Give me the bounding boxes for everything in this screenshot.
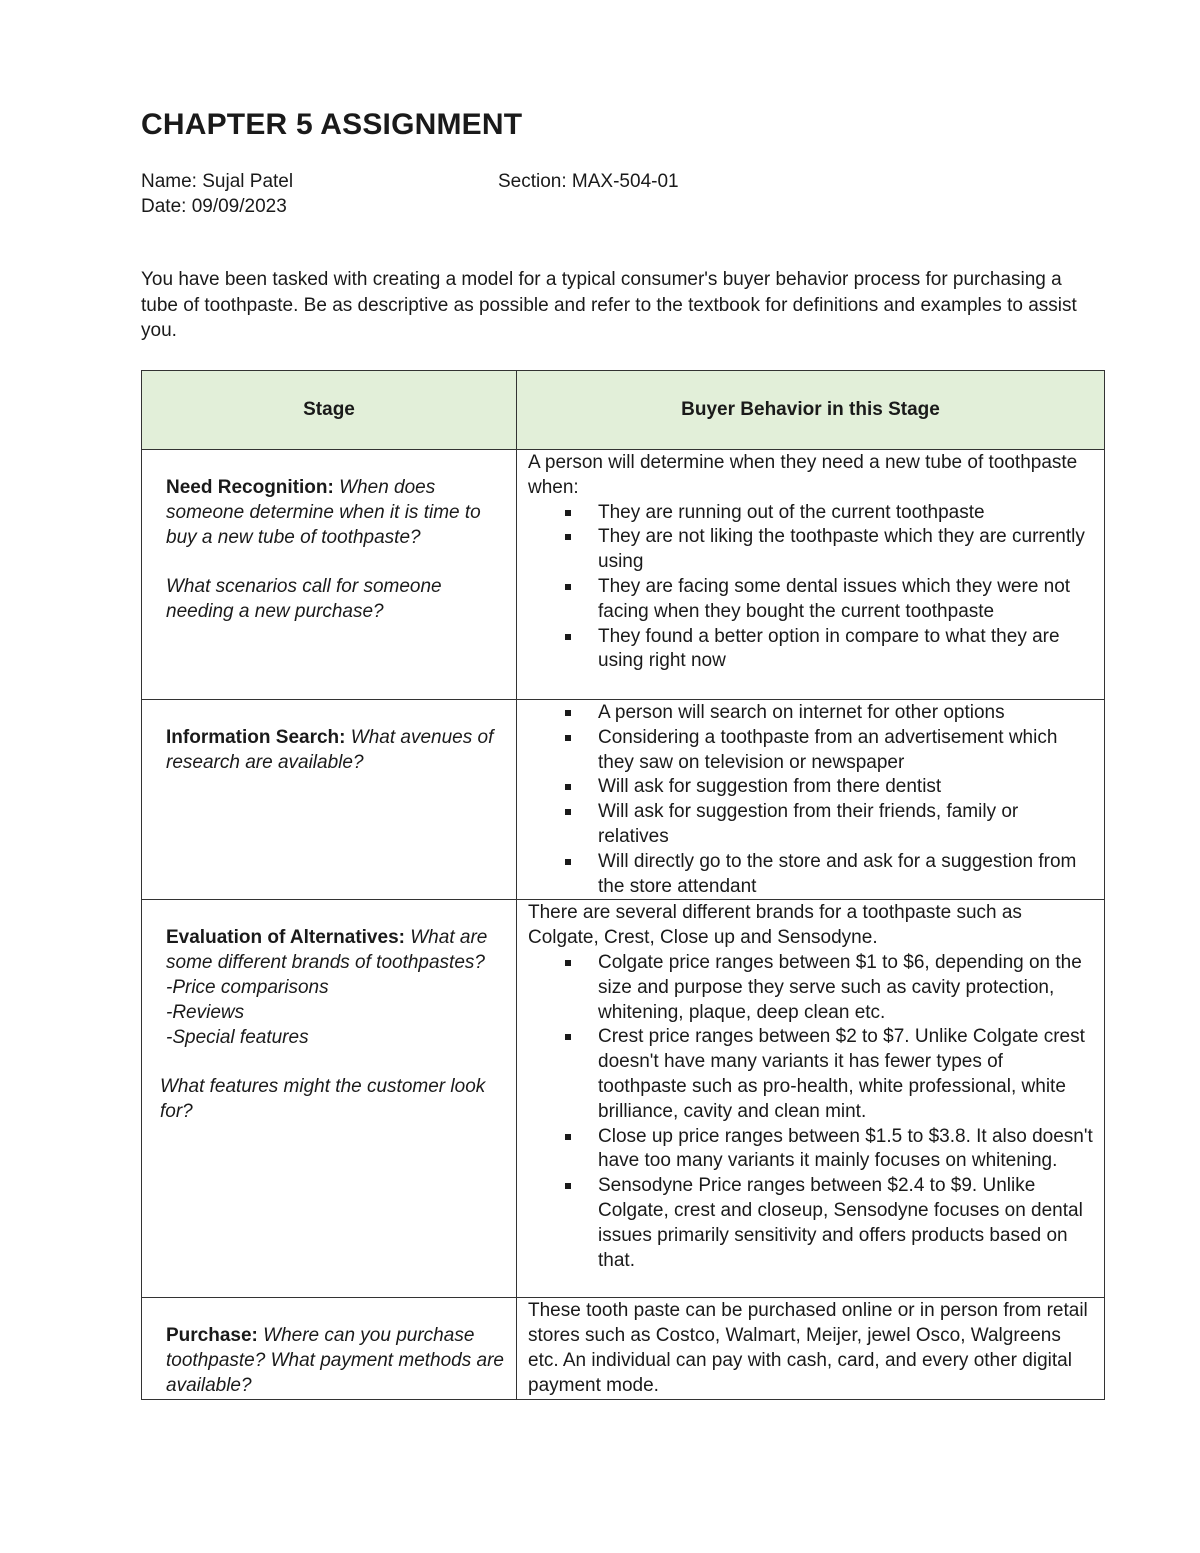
assignment-date: Date: 09/09/2023: [141, 196, 287, 217]
list-item: Sensodyne Price ranges between $2.4 to $9. Unlike Colgate, crest and closeup, Sensodyne focuses on dental issues primarily sensitivity and offers products based on that.: [598, 1174, 1094, 1273]
stage-question-text: When does someone determine when it is time to buy a new tube of toothpaste?: [166, 477, 481, 548]
behavior-lead: There are several different brands for a toothpaste such as Colgate, Crest, Close up and Sensodyne.: [528, 902, 1022, 949]
stage-question: [166, 476, 504, 550]
stage-question-text: What are some different brands of toothpastes?: [166, 927, 488, 974]
stage-question: [166, 926, 504, 976]
stage-question-text: Where can you purchase toothpaste? What payment methods are available?: [166, 1325, 504, 1396]
list-item: They are not liking the toothpaste which they are currently using: [598, 525, 1094, 575]
table-row: [142, 700, 1105, 900]
section-label: Section: MAX-504-01: [498, 171, 679, 192]
stage-name: Information Search:: [166, 727, 346, 748]
stage-question-secondary: What features might the customer look for?: [160, 1076, 486, 1123]
table-row: [142, 900, 1105, 1298]
intro-paragraph: You have been tasked with creating a model for a typical consumer's buyer behavior process for purchasing a tube of toothpaste. Be as descriptive as possible and refer to the textbook for definitions and examples to assist you.: [141, 269, 1077, 341]
header-stage: Stage: [142, 371, 517, 450]
list-item: Will ask for suggestion from there dentist: [598, 775, 1094, 800]
list-item: Crest price ranges between $2 to $7. Unlike Colgate crest doesn't have many variants it has fewer types of toothpaste such as pro-health, white professional, white brilliance, cavity and clean mint.: [598, 1025, 1094, 1124]
buyer-behavior-table: [141, 370, 1105, 1400]
stage-name: Evaluation of Alternatives:: [166, 927, 405, 949]
header-buyer-behavior: Buyer Behavior in this Stage: [517, 371, 1105, 450]
list-item: A person will search on internet for other options: [598, 701, 1094, 726]
behavior-cell-evaluation-of-alternatives: [517, 900, 1105, 1298]
table-row: [142, 1298, 1105, 1399]
stage-cell-purchase: [142, 1298, 517, 1399]
list-item: Will ask for suggestion from their friends, family or relatives: [598, 800, 1094, 850]
stage-list-item: -Reviews: [166, 1001, 245, 1023]
stage-question-secondary: What scenarios call for someone needing a new purchase?: [166, 576, 442, 623]
behavior-lead: These tooth paste can be purchased online or in person from retail stores such as Costco, Walmart, Meijer, jewel Osco, Walgreens etc. An individual can pay with cash, card, and every other digital payment mode.: [528, 1300, 1088, 1396]
behavior-bullets: [528, 951, 1094, 1273]
list-item: They found a better option in compare to what they are using right now: [598, 625, 1094, 675]
stage-question: [166, 726, 504, 776]
stage-list-item: -Price comparisons: [166, 976, 329, 998]
behavior-cell-information-search: [517, 700, 1105, 900]
table-row: [142, 450, 1105, 700]
stage-list-item: -Special features: [166, 1026, 309, 1048]
behavior-cell-need-recognition: [517, 450, 1105, 700]
list-item: Will directly go to the store and ask for a suggestion from the store attendant: [598, 850, 1094, 900]
stage-cell-need-recognition: [142, 450, 517, 700]
list-item: They are facing some dental issues which they were not facing when they bought the current toothpaste: [598, 575, 1094, 625]
list-item: Close up price ranges between $1.5 to $3.8. It also doesn't have too many variants it mainly focuses on whitening.: [598, 1125, 1094, 1175]
stage-name: Purchase:: [166, 1325, 258, 1347]
stage-question-text: What avenues of research are available?: [166, 727, 494, 773]
stage-cell-information-search: [142, 700, 517, 900]
list-item: They are running out of the current toothpaste: [598, 501, 1094, 526]
stage-question: [166, 1324, 504, 1398]
behavior-bullets: [528, 501, 1094, 675]
stage-cell-evaluation-of-alternatives: [142, 900, 517, 1298]
list-item: Considering a toothpaste from an advertisement which they saw on television or newspaper: [598, 726, 1094, 776]
student-name: Name: Sujal Patel: [141, 171, 294, 192]
page-title: CHAPTER 5 ASSIGNMENT: [141, 108, 523, 141]
behavior-lead: A person will determine when they need a new tube of toothpaste when:: [528, 452, 1078, 498]
behavior-bullets: [528, 701, 1094, 899]
list-item: Colgate price ranges between $1 to $6, depending on the size and purpose they serve such as cavity protection, whitening, plaque, deep clean etc.: [598, 951, 1094, 1025]
stage-name: Need Recognition:: [166, 477, 334, 498]
behavior-cell-purchase: [517, 1298, 1105, 1399]
table-header-row: [142, 371, 1105, 450]
